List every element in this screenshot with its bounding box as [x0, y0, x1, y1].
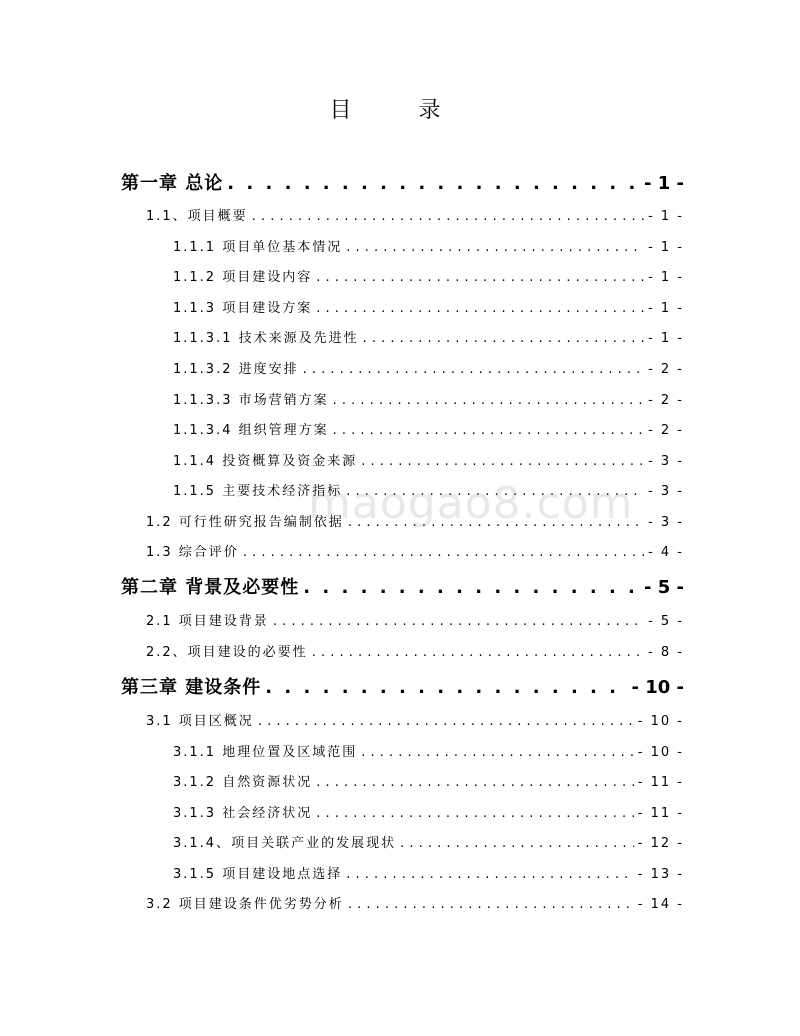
toc-entry-label: 3.1.5 项目建设地点选择 [173, 867, 343, 882]
toc-entry-page: - 4 - [648, 545, 684, 560]
toc-entry-page: - 3 - [648, 484, 684, 499]
toc-entry-page: - 10 - [637, 714, 684, 729]
toc-entry-label: 3.1.3 社会经济状况 [173, 806, 313, 821]
toc-entry[interactable] [173, 802, 684, 821]
toc-leader [346, 484, 644, 499]
toc-leader [346, 867, 634, 882]
toc-entry-label: 3.2 项目建设条件优劣势分析 [146, 897, 344, 912]
toc-entry-page: - 10 - [631, 677, 684, 698]
toc-entry-label: 1.1、项目概要 [146, 209, 248, 224]
toc-leader [316, 806, 634, 821]
toc-entry-page: - 2 - [648, 393, 684, 408]
toc-entry-page: - 1 - [648, 301, 684, 316]
toc-entry-label: 1.1.3.4 组织管理方案 [173, 423, 329, 438]
toc-entry[interactable] [173, 327, 684, 346]
toc-entry-page: - 11 - [637, 806, 684, 821]
toc-leader [273, 614, 644, 629]
toc-entry-page: - 3 - [648, 515, 684, 530]
toc-leader [400, 836, 634, 851]
toc-entry-label: 3.1.2 自然资源状况 [173, 775, 313, 790]
toc-title: 目 录 [329, 98, 471, 123]
toc-entry-label: 1.1.3 项目建设方案 [173, 301, 313, 316]
toc-entry[interactable] [173, 741, 684, 760]
toc-leader [348, 897, 634, 912]
toc-entry-label: 3.1.4、项目关联产业的发展现状 [173, 836, 397, 851]
toc-leader [243, 545, 644, 560]
toc-entry-label: 1.2 可行性研究报告编制依据 [146, 515, 344, 530]
toc-leader [227, 173, 640, 194]
toc-entry-page: - 3 - [648, 454, 684, 469]
toc-entry-page: - 1 - [648, 270, 684, 285]
toc-entry-page: - 13 - [637, 867, 684, 882]
toc-entry-label: 1.1.1 项目单位基本情况 [173, 240, 343, 255]
toc-entry-label: 第三章 建设条件 [121, 677, 262, 698]
toc-entry-page: - 12 - [637, 836, 684, 851]
toc-leader [346, 240, 644, 255]
toc-entry-page: - 8 - [648, 645, 684, 660]
toc-leader [303, 577, 640, 598]
toc-entry[interactable] [173, 450, 684, 469]
toc-entry-page: - 5 - [644, 577, 684, 598]
toc-leader [316, 301, 644, 316]
toc-entry-label: 第一章 总论 [121, 173, 224, 194]
toc-leader [316, 775, 634, 790]
toc-leader [316, 270, 644, 285]
toc-entry-label: 1.1.3.1 技术来源及先进性 [173, 331, 359, 346]
watermark: maogao8.com [308, 478, 634, 529]
toc-entry-label: 1.1.3.2 进度安排 [173, 362, 299, 377]
toc-entry[interactable] [146, 893, 684, 912]
toc-entry-page: - 14 - [637, 897, 684, 912]
toc-entry[interactable] [121, 573, 684, 599]
toc-entry-page: - 10 - [637, 745, 684, 760]
toc-leader [361, 745, 634, 760]
toc-entry[interactable] [173, 297, 684, 316]
toc-entry[interactable] [146, 541, 684, 560]
toc-entry[interactable] [173, 771, 684, 790]
toc-leader [363, 331, 644, 346]
toc-entry[interactable] [173, 236, 684, 255]
toc-leader [333, 423, 644, 438]
toc-entry-label: 1.3 综合评价 [146, 545, 239, 560]
toc-leader [312, 645, 644, 660]
toc-entry[interactable] [173, 832, 684, 851]
toc-entry-page: - 11 - [637, 775, 684, 790]
toc-entry-page: - 5 - [648, 614, 684, 629]
toc-entry-label: 3.1 项目区概况 [146, 714, 254, 729]
toc-entry[interactable] [173, 266, 684, 285]
toc-entry-label: 3.1.1 地理位置及区域范围 [173, 745, 358, 760]
toc-leader [361, 454, 644, 469]
toc-leader [348, 515, 644, 530]
toc-entry-page: - 1 - [648, 209, 684, 224]
toc-entry[interactable] [146, 610, 684, 629]
toc-entry-label: 1.1.5 主要技术经济指标 [173, 484, 343, 499]
toc-entry-label: 1.1.2 项目建设内容 [173, 270, 313, 285]
toc-entry-page: - 1 - [648, 240, 684, 255]
toc-entry[interactable] [146, 641, 684, 660]
toc-entry[interactable] [121, 169, 684, 195]
toc-leader [265, 677, 627, 698]
toc-entry-label: 2.2、项目建设的必要性 [146, 645, 308, 660]
toc-entry[interactable] [146, 205, 684, 224]
toc-entry-page: - 2 - [648, 423, 684, 438]
toc-leader [258, 714, 634, 729]
toc-entry-label: 2.1 项目建设背景 [146, 614, 269, 629]
toc-entry-page: - 1 - [644, 173, 684, 194]
toc-entry-page: - 2 - [648, 362, 684, 377]
toc-entry[interactable] [146, 511, 684, 530]
toc-entry-label: 1.1.4 投资概算及资金来源 [173, 454, 358, 469]
toc-entry[interactable] [173, 358, 684, 377]
toc-entry[interactable] [173, 419, 684, 438]
toc-entry-page: - 1 - [648, 331, 684, 346]
toc-entry-label: 第二章 背景及必要性 [121, 577, 300, 598]
toc-entry-label: 1.1.3.3 市场营销方案 [173, 393, 329, 408]
toc-entry[interactable] [121, 673, 684, 699]
toc-entry[interactable] [173, 389, 684, 408]
toc-entry[interactable] [173, 480, 684, 499]
toc-leader [303, 362, 644, 377]
toc-entry[interactable] [173, 863, 684, 882]
toc-leader [333, 393, 644, 408]
toc-entry[interactable] [146, 710, 684, 729]
toc-leader [252, 209, 644, 224]
